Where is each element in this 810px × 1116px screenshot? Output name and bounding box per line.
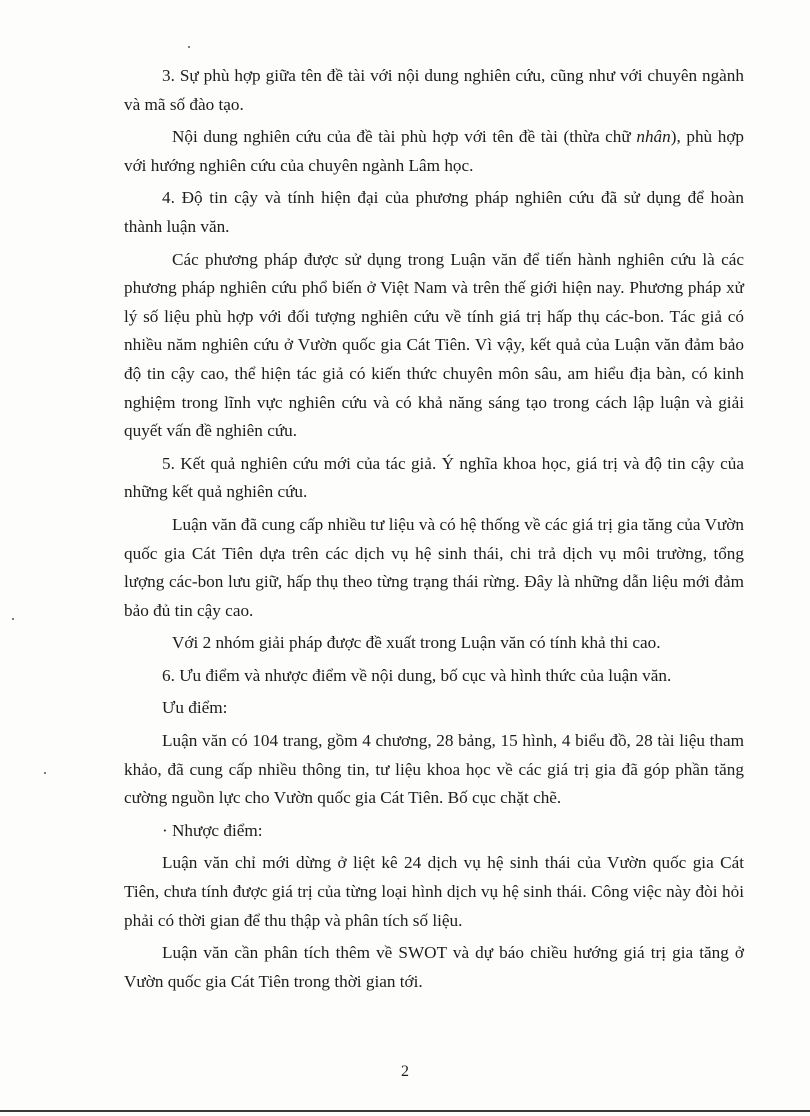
scan-speck	[44, 772, 46, 774]
scan-speck	[12, 618, 14, 620]
section-4-heading: 4. Độ tin cậy và tính hiện đại của phương pháp nghiên cứu đã sử dụng để hoàn thành luận văn.	[124, 188, 744, 236]
section-4-body: Các phương pháp được sử dụng trong Luận văn để tiến hành nghiên cứu là các phương pháp nghiên cứu phổ biến ở Việt Nam và trên thế giới hiện nay. Phương pháp xử lý số liệu phù hợp với đối tượng nghiên cứu về tính giá trị hấp thụ các-bon. Tác giả có nhiều năm nghiên cứu ở Vườn quốc gia Cát Tiên. Vì vậy, kết quả của Luận văn đảm bảo độ tin cậy cao, thể hiện tác giả có kiến thức chuyên môn sâu, am hiểu địa bàn, có kinh nghiệm trong lĩnh vực nghiên cứu và có khả năng sáng tạo trong cách lập luận và giải quyết vấn đề nghiên cứu.	[124, 249, 744, 441]
section-5-heading: 5. Kết quả nghiên cứu mới của tác giả. Ý nghĩa khoa học, giá trị và độ tin cậy của những kết quả nghiên cứu.	[124, 453, 744, 502]
weaknesses-swot: Luận văn cần phân tích thêm về SWOT và dự báo chiều hướng giá trị gia tăng ở Vườn quốc gia Cát Tiên trong thời gian tới.	[124, 943, 744, 991]
section-6-heading: 6. Ưu điểm và nhược điểm về nội dung, bố cục và hình thức của luận văn.	[162, 665, 672, 685]
section-3-body-part2: ), phù hợp với hướng nghiên cứu của chuyên ngành Lâm học.	[124, 127, 745, 175]
section-3-body	[124, 123, 744, 180]
weaknesses-label: · Nhược điểm:	[162, 820, 263, 840]
strengths-label: Ưu điểm:	[162, 698, 228, 718]
section-5-solutions: Với 2 nhóm giải pháp được đề xuất trong Luận văn có tính khả thi cao.	[172, 633, 661, 653]
section-3-body-part1: Nội dung nghiên cứu của đề tài phù hợp với tên đề tài (thừa chữ	[172, 127, 631, 147]
section-5-body: Luận văn đã cung cấp nhiều tư liệu và có hệ thống về các giá trị gia tăng của Vườn quốc gia Cát Tiên dựa trên các dịch vụ hệ sinh thái, chi trả dịch vụ môi trường, tổng lượng các-bon lưu giữ, hấp thụ theo từng trạng thái rừng. Đây là những dẫn liệu mới đảm bảo đủ tin cậy cao.	[124, 514, 744, 620]
scan-speck	[188, 46, 190, 48]
document-body	[124, 62, 744, 1000]
weaknesses-body: Luận văn chỉ mới dừng ở liệt kê 24 dịch vụ hệ sinh thái của Vườn quốc gia Cát Tiên, chưa tính được giá trị của từng loại hình dịch vụ hệ sinh thái. Công việc này đòi hỏi phải có thời gian để thu thập và phân tích số liệu.	[124, 853, 744, 930]
page-number: 2	[401, 1063, 409, 1080]
section-3-heading: 3. Sự phù hợp giữa tên đề tài với nội dung nghiên cứu, cũng như với chuyên ngành và mã số đào tạo.	[124, 66, 744, 114]
strengths-body: Luận văn có 104 trang, gồm 4 chương, 28 bảng, 15 hình, 4 biểu đồ, 28 tài liệu tham khảo, đã cung cấp nhiều thông tin, tư liệu khoa học về các giá trị gia đã góp phần tăng cường nguồn lực cho Vườn quốc gia Cát Tiên. Bố cục chặt chẽ.	[124, 731, 744, 808]
section-3-body-italic: nhân	[636, 127, 671, 147]
scan-edge-line	[0, 1110, 810, 1112]
